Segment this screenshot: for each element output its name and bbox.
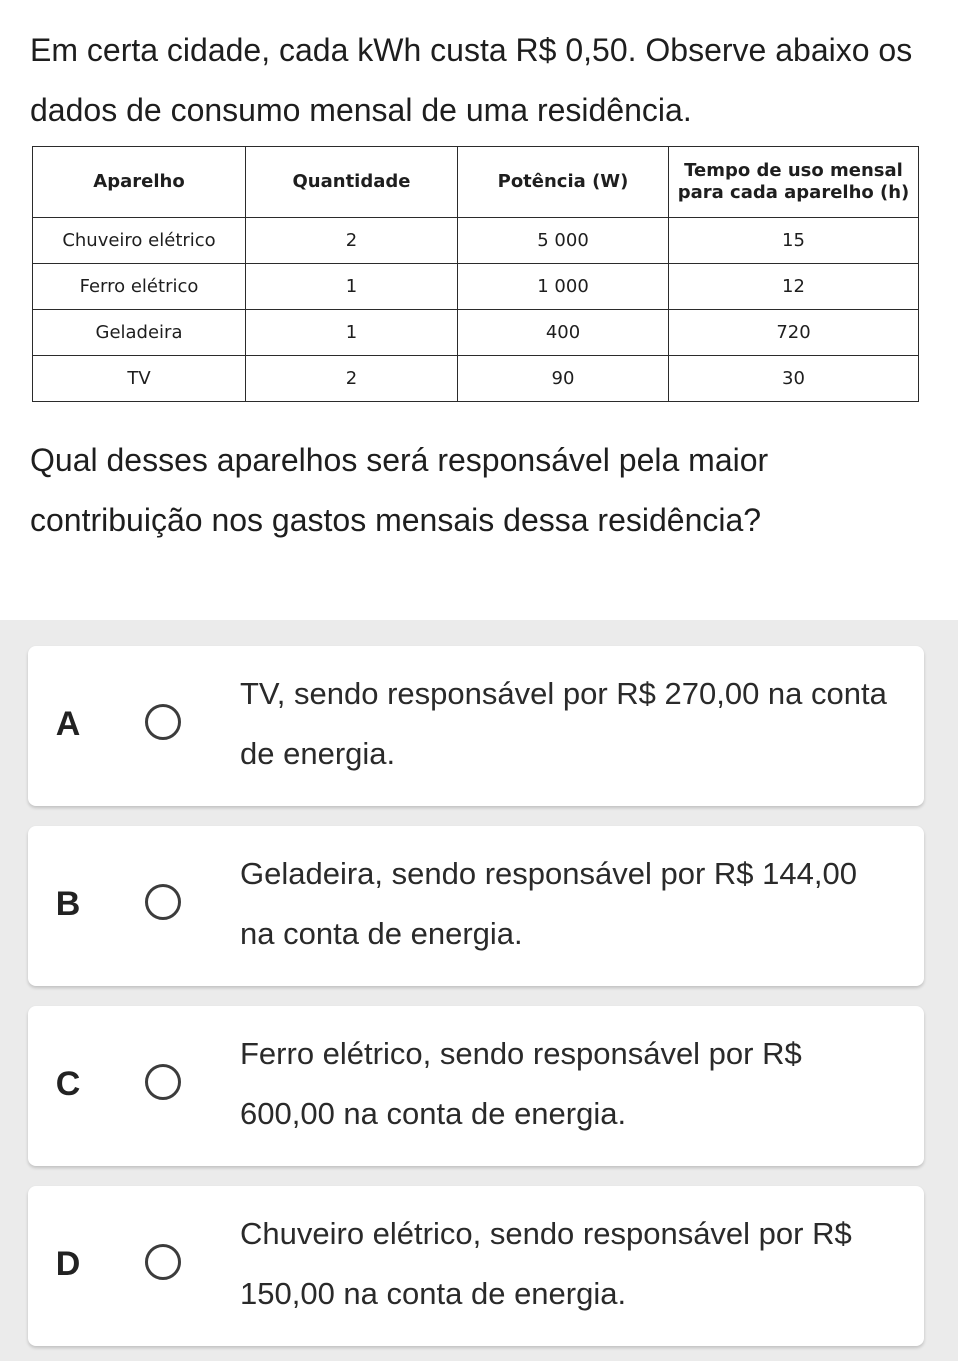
question-intro: Em certa cidade, cada kWh custa R$ 0,50. Observe abaixo os dados de consumo mensal de uma residência. [30, 32, 913, 128]
table-cell: 12 [669, 264, 919, 310]
header-tempo: Tempo de uso mensal para cada aparelho (h) [669, 147, 919, 218]
table-cell: 2 [246, 356, 458, 402]
table-cell: 1 [246, 264, 458, 310]
option-letter: D [55, 1244, 81, 1283]
table-cell: 30 [669, 356, 919, 402]
option-letter: C [55, 1064, 81, 1103]
radio-button-icon[interactable] [145, 1244, 181, 1280]
table-cell: 1 000 [458, 264, 669, 310]
option-text: Geladeira, sendo responsável por R$ 144,00 na conta de energia. [240, 856, 857, 951]
table-cell: Ferro elétrico [33, 264, 246, 310]
table-cell: Chuveiro elétrico [33, 218, 246, 264]
question-area [0, 0, 958, 620]
table-row [33, 356, 919, 402]
table-header-row [33, 147, 919, 218]
radio-button-icon[interactable] [145, 1064, 181, 1100]
table-cell: 5 000 [458, 218, 669, 264]
question-text: Qual desses aparelhos será responsável pela maior contribuição nos gastos mensais dessa residência? [30, 442, 769, 538]
table-cell: 2 [246, 218, 458, 264]
option-text: TV, sendo responsável por R$ 270,00 na conta de energia. [240, 676, 887, 771]
table-cell: 15 [669, 218, 919, 264]
header-potencia: Potência (W) [458, 147, 669, 218]
radio-button-icon[interactable] [145, 884, 181, 920]
table-cell: 90 [458, 356, 669, 402]
radio-button-icon[interactable] [145, 704, 181, 740]
consumption-table [32, 146, 919, 402]
table-cell: TV [33, 356, 246, 402]
option-text: Ferro elétrico, sendo responsável por R$ 600,00 na conta de energia. [240, 1036, 802, 1131]
header-quantidade: Quantidade [246, 147, 458, 218]
option-a[interactable] [28, 646, 924, 806]
option-letter: B [55, 884, 81, 923]
table-cell: 720 [669, 310, 919, 356]
option-b[interactable] [28, 826, 924, 986]
option-text: Chuveiro elétrico, sendo responsável por R$ 150,00 na conta de energia. [240, 1216, 852, 1311]
table-cell: 1 [246, 310, 458, 356]
option-c[interactable] [28, 1006, 924, 1166]
option-d[interactable] [28, 1186, 924, 1346]
option-letter: A [55, 704, 81, 743]
header-aparelho: Aparelho [33, 147, 246, 218]
table-row [33, 218, 919, 264]
table-row [33, 310, 919, 356]
table-row [33, 264, 919, 310]
table-cell: Geladeira [33, 310, 246, 356]
table-cell: 400 [458, 310, 669, 356]
